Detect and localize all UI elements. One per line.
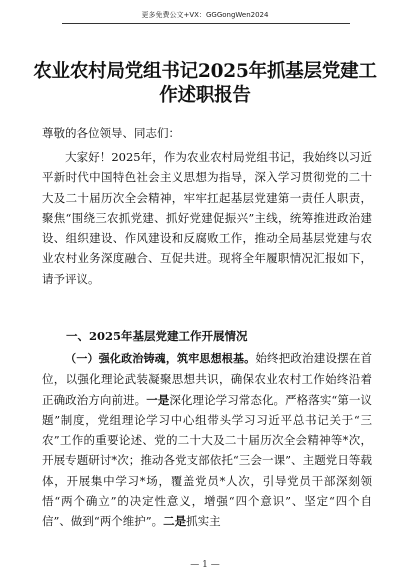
intro-text: 大家好！2025年，作为农业农村局党组书记，我始终以习近平新时代中国特色社会主义思想为指导，深入学习贯彻党的二十大及二十届历次全会精神，牢牢扛起基层党建第一责任人职责，聚焦“围绕三农抓党建、抓好党建促振兴”主线，统筹推进政治建设、组织建设、作风建设和反腐败工作，推动全局基层党建与农业农村业务深度融合、互促共进。现将全年履职情况汇报如下，请予评议。 [42,150,372,286]
document-title: 农业农村局党组书记2025年抓基层党建工作述职报告 [33,61,377,106]
point-one-label: 一是 [146,392,170,407]
paragraph-text-c: 抓实主 [186,514,221,529]
page-header: 更多免费公文+VX：GGGongWen2024 [141,11,269,19]
subsection-label: （一）强化政治铸魂，筑牢思想根基。 [65,352,256,365]
paragraph-text-a: 始终把政治建设摆在首位，以强化理论武装凝聚思想共识，确保农业农村工作始终沿着正确政治方向前进。 [42,351,373,407]
point-two-label: 二是 [163,514,187,529]
page-number: — 1 — [190,560,220,570]
intro-paragraph [42,147,372,289]
header-divider [62,23,350,24]
section-paragraph [42,348,372,532]
paragraph-text-b: 深化理论学习常态化。严格落实“第一议题”制度，党组理论学习中心组带头学习习近平总书记关于“三农”工作的重要论述、党的二十大及二十届历次全会精神等*次，开展专题研讨*次；推动各党支部依托“三会一课”、主题党日等载体，开展集中学习*场，覆盖党员*人次，引导党员干部深刻领悟“两个确立”的决定性意义，增强“四个意识”、坚定“四个自信”、做到“两个维护”。 [42,392,373,529]
section-heading: 一、2025年基层党建工作开展情况 [66,329,248,343]
salutation: 尊敬的各位领导、同志们： [42,126,180,140]
